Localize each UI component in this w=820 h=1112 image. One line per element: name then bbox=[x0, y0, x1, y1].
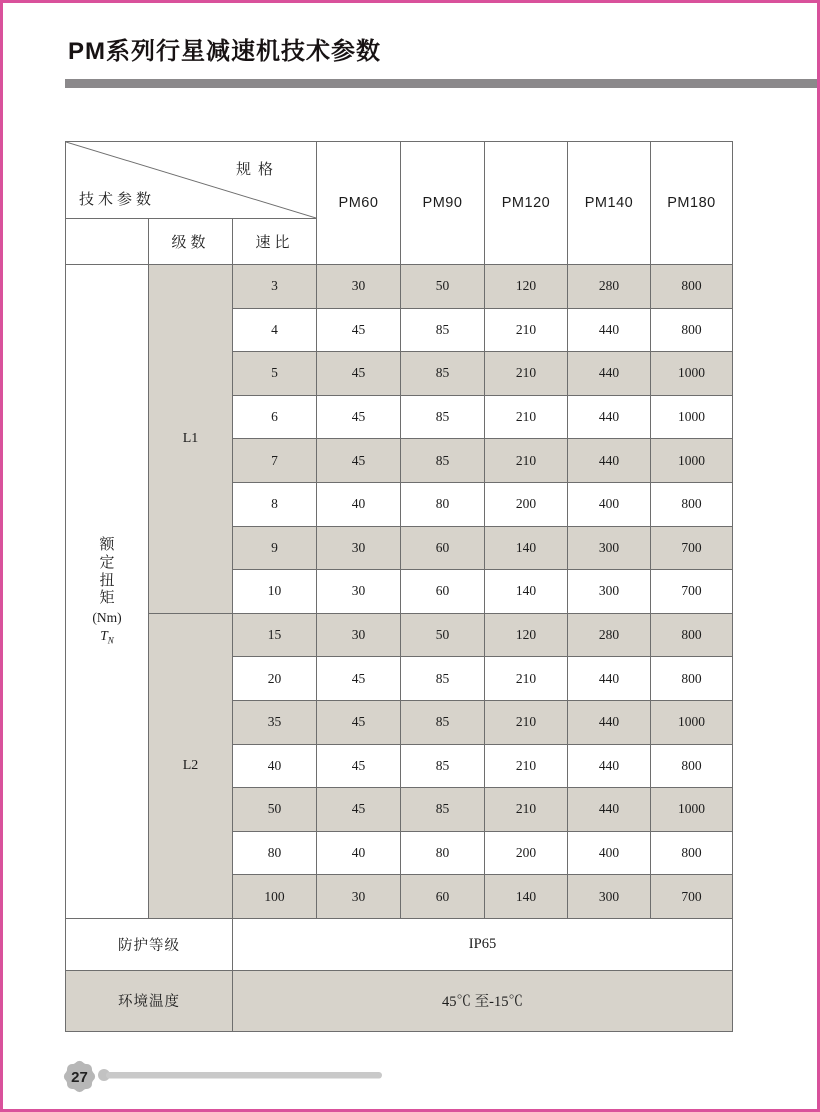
page-footer bbox=[60, 1056, 390, 1098]
value-cell: 800 bbox=[651, 309, 733, 353]
protection-label-cell: 防护等级 bbox=[66, 919, 233, 971]
value-cell: 210 bbox=[485, 309, 568, 353]
value-cell: 800 bbox=[651, 745, 733, 789]
value-cell: 700 bbox=[651, 570, 733, 614]
ratio-cell: 7 bbox=[233, 439, 317, 483]
footer-line bbox=[106, 1072, 382, 1079]
value-cell: 440 bbox=[568, 745, 651, 789]
value-cell: 45 bbox=[317, 657, 401, 701]
stage-header-cell: 级数 bbox=[149, 219, 233, 265]
ratio-cell: 5 bbox=[233, 352, 317, 396]
value-cell: 30 bbox=[317, 265, 401, 309]
value-cell: 80 bbox=[401, 832, 485, 876]
value-cell: 45 bbox=[317, 745, 401, 789]
value-cell: 30 bbox=[317, 875, 401, 919]
value-cell: 440 bbox=[568, 309, 651, 353]
value-cell: 1000 bbox=[651, 396, 733, 440]
value-cell: 140 bbox=[485, 875, 568, 919]
column-header-pm60: PM60 bbox=[317, 142, 401, 265]
page-number: 27 bbox=[71, 1069, 88, 1086]
value-cell: 1000 bbox=[651, 352, 733, 396]
value-cell: 80 bbox=[401, 483, 485, 527]
value-cell: 210 bbox=[485, 788, 568, 832]
value-cell: 60 bbox=[401, 875, 485, 919]
value-cell: 45 bbox=[317, 788, 401, 832]
stage-cell-l2: L2 bbox=[149, 614, 233, 919]
value-cell: 120 bbox=[485, 614, 568, 658]
value-cell: 45 bbox=[317, 701, 401, 745]
value-cell: 800 bbox=[651, 832, 733, 876]
value-cell: 85 bbox=[401, 701, 485, 745]
corner-label-params: 技术参数 bbox=[79, 191, 156, 208]
value-cell: 800 bbox=[651, 657, 733, 701]
ratio-header-cell: 速比 bbox=[233, 219, 317, 265]
value-cell: 440 bbox=[568, 439, 651, 483]
value-cell: 50 bbox=[401, 614, 485, 658]
value-cell: 85 bbox=[401, 352, 485, 396]
value-cell: 200 bbox=[485, 483, 568, 527]
protection-value-cell: IP65 bbox=[233, 919, 733, 971]
value-cell: 1000 bbox=[651, 439, 733, 483]
value-cell: 50 bbox=[401, 265, 485, 309]
value-cell: 85 bbox=[401, 788, 485, 832]
value-cell: 30 bbox=[317, 527, 401, 571]
value-cell: 300 bbox=[568, 570, 651, 614]
torque-symbol: $T_N$ bbox=[100, 627, 114, 646]
value-cell: 210 bbox=[485, 439, 568, 483]
value-cell: 30 bbox=[317, 570, 401, 614]
value-cell: 210 bbox=[485, 701, 568, 745]
spec-table bbox=[65, 141, 733, 1032]
value-cell: 45 bbox=[317, 352, 401, 396]
value-cell: 140 bbox=[485, 570, 568, 614]
value-cell: 440 bbox=[568, 352, 651, 396]
page-title: PM系列行星减速机技术参数 bbox=[68, 38, 381, 65]
value-cell: 85 bbox=[401, 745, 485, 789]
value-cell: 440 bbox=[568, 788, 651, 832]
value-cell: 210 bbox=[485, 352, 568, 396]
value-cell: 700 bbox=[651, 527, 733, 571]
ratio-cell: 80 bbox=[233, 832, 317, 876]
ratio-cell: 4 bbox=[233, 309, 317, 353]
value-cell: 800 bbox=[651, 265, 733, 309]
stage-cell-l1: L1 bbox=[149, 265, 233, 614]
value-cell: 280 bbox=[568, 614, 651, 658]
value-cell: 200 bbox=[485, 832, 568, 876]
value-cell: 1000 bbox=[651, 788, 733, 832]
ratio-cell: 35 bbox=[233, 701, 317, 745]
value-cell: 300 bbox=[568, 527, 651, 571]
ratio-cell: 15 bbox=[233, 614, 317, 658]
torque-label-text: 额定扭矩 bbox=[99, 537, 115, 607]
temperature-label-cell: 环境温度 bbox=[66, 971, 233, 1032]
value-cell: 800 bbox=[651, 614, 733, 658]
column-header-pm90: PM90 bbox=[401, 142, 485, 265]
column-header-pm180: PM180 bbox=[651, 142, 733, 265]
value-cell: 440 bbox=[568, 657, 651, 701]
ratio-cell: 6 bbox=[233, 396, 317, 440]
value-cell: 85 bbox=[401, 309, 485, 353]
value-cell: 700 bbox=[651, 875, 733, 919]
value-cell: 440 bbox=[568, 396, 651, 440]
value-cell: 85 bbox=[401, 439, 485, 483]
corner-header-cell bbox=[66, 142, 317, 219]
torque-label-cell bbox=[66, 265, 149, 919]
value-cell: 45 bbox=[317, 396, 401, 440]
value-cell: 800 bbox=[651, 483, 733, 527]
value-cell: 60 bbox=[401, 527, 485, 571]
value-cell: 400 bbox=[568, 483, 651, 527]
value-cell: 40 bbox=[317, 483, 401, 527]
column-header-pm140: PM140 bbox=[568, 142, 651, 265]
value-cell: 140 bbox=[485, 527, 568, 571]
value-cell: 45 bbox=[317, 309, 401, 353]
ratio-cell: 10 bbox=[233, 570, 317, 614]
value-cell: 400 bbox=[568, 832, 651, 876]
ratio-cell: 40 bbox=[233, 745, 317, 789]
value-cell: 1000 bbox=[651, 701, 733, 745]
value-cell: 40 bbox=[317, 832, 401, 876]
torque-unit: (Nm) bbox=[92, 609, 122, 625]
ratio-cell: 9 bbox=[233, 527, 317, 571]
value-cell: 210 bbox=[485, 396, 568, 440]
corner-label-spec: 规格 bbox=[235, 161, 280, 178]
title-underline-bar bbox=[65, 79, 817, 88]
value-cell: 280 bbox=[568, 265, 651, 309]
value-cell: 30 bbox=[317, 614, 401, 658]
empty-subheader-cell bbox=[66, 219, 149, 265]
ratio-cell: 3 bbox=[233, 265, 317, 309]
ratio-cell: 8 bbox=[233, 483, 317, 527]
ratio-cell: 50 bbox=[233, 788, 317, 832]
value-cell: 210 bbox=[485, 657, 568, 701]
value-cell: 440 bbox=[568, 701, 651, 745]
ratio-cell: 100 bbox=[233, 875, 317, 919]
column-header-pm120: PM120 bbox=[485, 142, 568, 265]
value-cell: 300 bbox=[568, 875, 651, 919]
value-cell: 60 bbox=[401, 570, 485, 614]
value-cell: 85 bbox=[401, 396, 485, 440]
value-cell: 85 bbox=[401, 657, 485, 701]
temperature-value-cell: 45℃ 至-15℃ bbox=[233, 971, 733, 1032]
value-cell: 120 bbox=[485, 265, 568, 309]
ratio-cell: 20 bbox=[233, 657, 317, 701]
value-cell: 45 bbox=[317, 439, 401, 483]
value-cell: 210 bbox=[485, 745, 568, 789]
